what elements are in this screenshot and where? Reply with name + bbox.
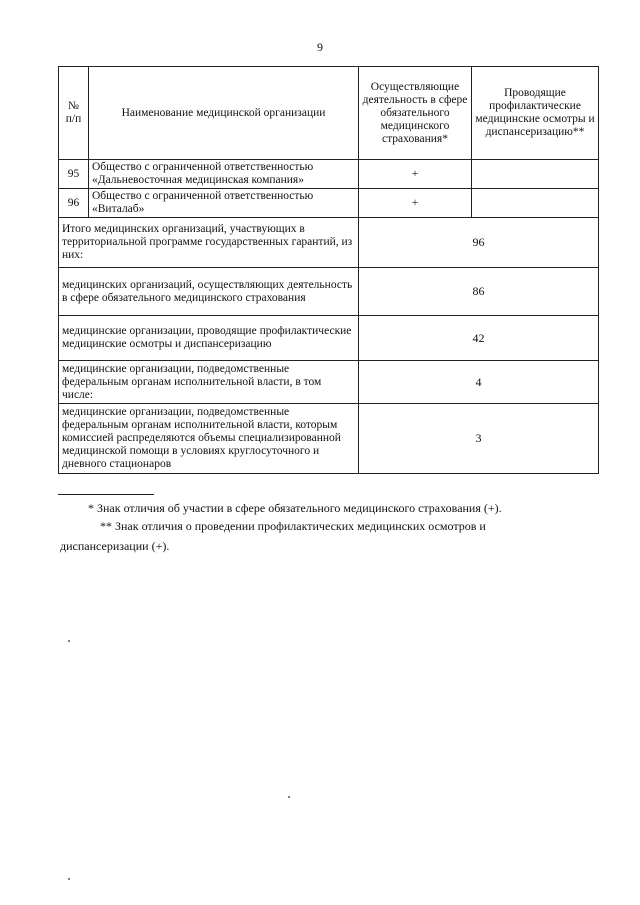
summary-row-federal-commission [59, 404, 599, 474]
row-name: Общество с ограниченной ответственностью «Дальневосточная медицинская компания» [89, 160, 359, 189]
summary-label: Итого медицинских организаций, участвующих в территориальной программе государственных гарантий, из них: [59, 218, 359, 268]
footnote-prof-line1: ** Знак отличия о проведении профилактических медицинских осмотров и [100, 519, 486, 533]
page-number: 9 [317, 40, 323, 54]
scan-speck [68, 640, 70, 642]
footnote-divider [58, 494, 154, 495]
header-num: № п/п [59, 67, 89, 160]
row-num: 95 [59, 160, 89, 189]
summary-row-oms [59, 268, 599, 316]
table-header-row [59, 67, 599, 160]
row-oms-mark: + [359, 160, 472, 189]
summary-value: 42 [359, 316, 599, 361]
row-name: Общество с ограниченной ответственностью «Виталаб» [89, 189, 359, 218]
summary-value: 4 [359, 361, 599, 404]
summary-label: медицинских организаций, осуществляющих деятельность в сфере обязательного медицинского страхования [59, 268, 359, 316]
summary-row-total [59, 218, 599, 268]
summary-label: медицинские организации, подведомственные федеральным органам исполнительной власти, которым комиссией распределяются объемы специализированной медицинской помощи в условиях круглосуточного и дневного стационаров [59, 404, 359, 474]
header-prof: Проводящие профилактические медицинские осмотры и диспансеризацию** [472, 67, 599, 160]
header-name: Наименование медицинской организации [89, 67, 359, 160]
row-prof-mark [472, 189, 599, 218]
summary-value: 3 [359, 404, 599, 474]
summary-label: медицинские организации, проводящие профилактические медицинские осмотры и диспансеризацию [59, 316, 359, 361]
row-oms-mark: + [359, 189, 472, 218]
table-row [59, 160, 599, 189]
summary-row-prof [59, 316, 599, 361]
footnote-oms: * Знак отличия об участии в сфере обязательного медицинского страхования (+). [88, 501, 502, 515]
medical-organizations-table [58, 66, 599, 474]
table-row [59, 189, 599, 218]
summary-row-federal [59, 361, 599, 404]
header-oms: Осуществляющие деятельность в сфере обязательного медицинского страхования* [359, 67, 472, 160]
scan-speck [288, 796, 290, 798]
row-prof-mark [472, 160, 599, 189]
summary-value: 86 [359, 268, 599, 316]
footnote-prof-line2: диспансеризации (+). [60, 539, 170, 553]
summary-value: 96 [359, 218, 599, 268]
summary-label: медицинские организации, подведомственные федеральным органам исполнительной власти, в том числе: [59, 361, 359, 404]
scan-speck [68, 878, 70, 880]
row-num: 96 [59, 189, 89, 218]
